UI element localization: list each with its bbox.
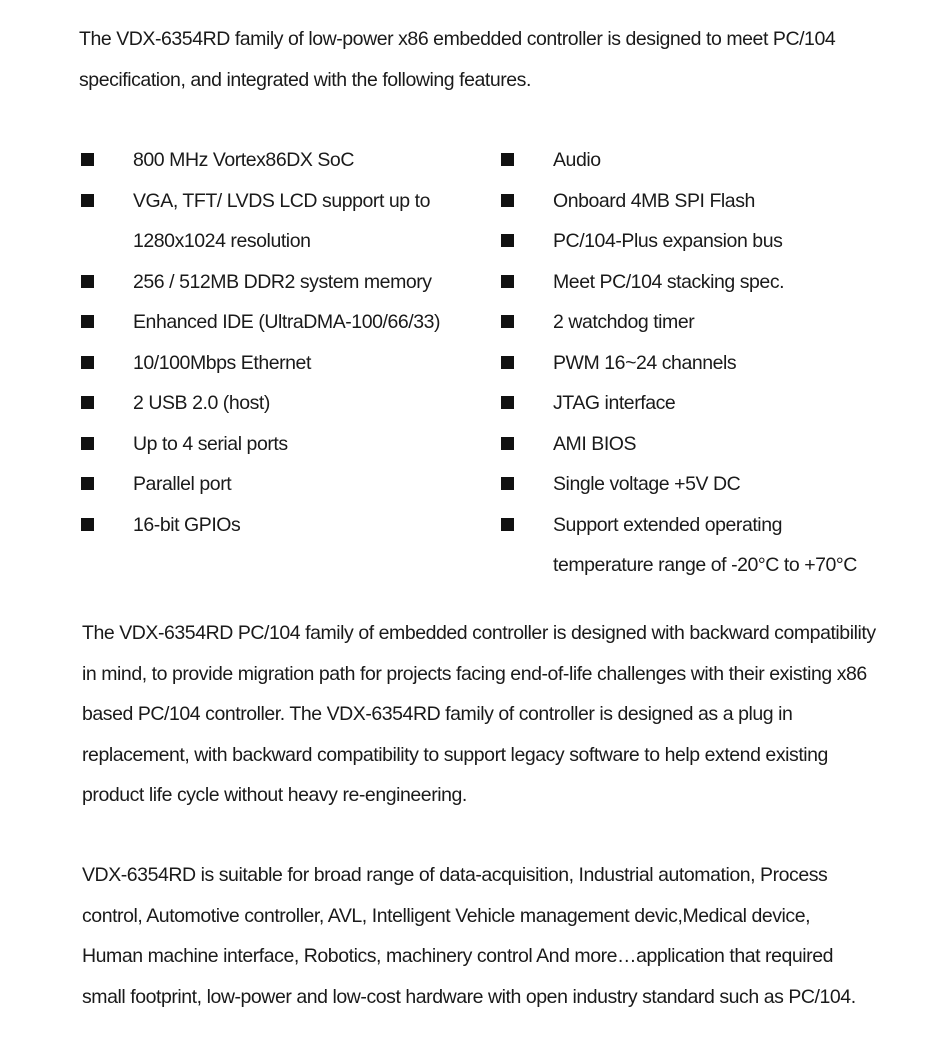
feature-text: Up to 4 serial ports: [133, 432, 288, 455]
feature-text: 256 / 512MB DDR2 system memory: [133, 270, 432, 293]
intro-paragraph: The VDX-6354RD family of low-power x86 embedded controller is designed to meet PC/104 specification, and integrated with the following features.: [79, 28, 836, 91]
feature-item: [81, 140, 481, 181]
square-bullet-icon: [501, 234, 514, 247]
feature-item: [501, 302, 921, 343]
feature-list-right: [501, 140, 921, 586]
feature-item: [501, 464, 921, 505]
feature-item: [81, 302, 481, 343]
square-bullet-icon: [501, 477, 514, 490]
feature-item: [501, 181, 921, 222]
square-bullet-icon: [501, 396, 514, 409]
feature-list-left: [81, 140, 481, 545]
feature-text: Support extended operating temperature range of -20°C to +70°C: [553, 513, 857, 576]
square-bullet-icon: [501, 356, 514, 369]
feature-text: PC/104-Plus expansion bus: [553, 230, 783, 252]
feature-text: PWM 16~24 channels: [553, 351, 737, 374]
feature-item: [501, 505, 921, 586]
feature-text: 800 MHz Vortex86DX SoC: [133, 149, 354, 171]
feature-text: Enhanced IDE (UltraDMA-100/66/33): [133, 311, 441, 333]
square-bullet-icon: [81, 194, 94, 207]
feature-item: [81, 383, 481, 424]
feature-text: Onboard 4MB SPI Flash: [553, 189, 755, 212]
square-bullet-icon: [81, 275, 94, 288]
square-bullet-icon: [81, 437, 94, 450]
feature-text: 2 USB 2.0 (host): [133, 392, 270, 414]
compatibility-paragraph: The VDX-6354RD PC/104 family of embedded controller is designed with backward compatibility in mind, to provide migration path for projects facing end-of-life challenges with their existing x86 based PC/104 controller. The VDX-6354RD family of controller is designed as a plug in replacement, with backward compatibility to support legacy software to help extend existing product life cycle without heavy re-engineering.: [82, 622, 876, 806]
feature-text: 2 watchdog timer: [553, 311, 695, 333]
square-bullet-icon: [81, 396, 94, 409]
square-bullet-icon: [81, 153, 94, 166]
square-bullet-icon: [501, 315, 514, 328]
feature-text: AMI BIOS: [553, 432, 637, 455]
square-bullet-icon: [81, 477, 94, 490]
feature-item: [81, 181, 481, 262]
feature-item: [81, 424, 481, 465]
feature-item: [81, 464, 481, 505]
square-bullet-icon: [81, 518, 94, 531]
square-bullet-icon: [501, 437, 514, 450]
feature-item: [81, 262, 481, 303]
feature-text: Audio: [553, 149, 601, 171]
feature-text: VGA, TFT/ LVDS LCD support up to 1280x1024 resolution: [133, 189, 431, 252]
feature-text: Meet PC/104 stacking spec.: [553, 270, 785, 293]
feature-item: [81, 343, 481, 384]
square-bullet-icon: [501, 153, 514, 166]
feature-text: 10/100Mbps Ethernet: [133, 351, 311, 374]
feature-item: [501, 262, 921, 303]
feature-item: [501, 343, 921, 384]
square-bullet-icon: [501, 518, 514, 531]
feature-item: [501, 221, 921, 262]
square-bullet-icon: [501, 194, 514, 207]
feature-item: [501, 383, 921, 424]
feature-text: Parallel port: [133, 473, 232, 495]
square-bullet-icon: [81, 356, 94, 369]
square-bullet-icon: [81, 315, 94, 328]
feature-text: 16-bit GPIOs: [133, 513, 241, 536]
feature-text: JTAG interface: [553, 392, 676, 414]
feature-item: [501, 424, 921, 465]
applications-paragraph: VDX-6354RD is suitable for broad range of data-acquisition, Industrial automation, Process control, Automotive controller, AVL, Intelligent Vehicle management devic,Medical device, Human machine interface, Robotics, machinery control And more…application that required small footprint, low-power and low-cost hardware with open industry standard such as PC/104.: [82, 864, 856, 1008]
feature-text: Single voltage +5V DC: [553, 473, 741, 495]
feature-item: [501, 140, 921, 181]
feature-item: [81, 505, 481, 546]
square-bullet-icon: [501, 275, 514, 288]
